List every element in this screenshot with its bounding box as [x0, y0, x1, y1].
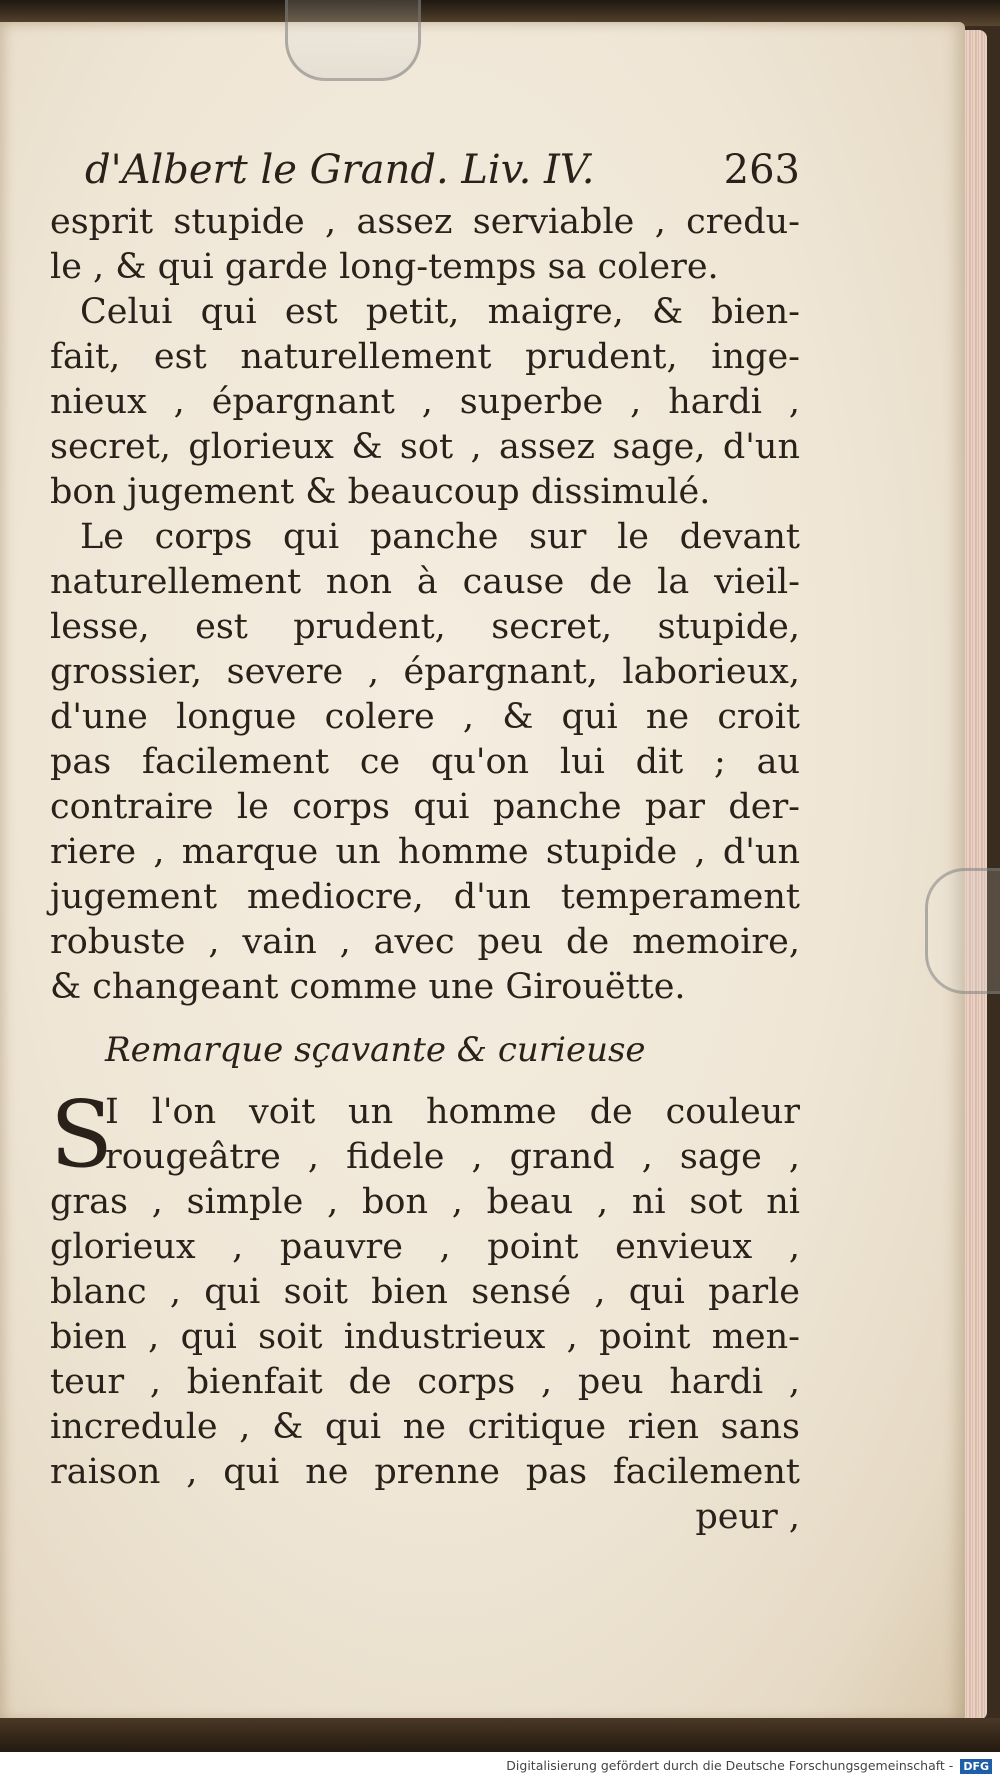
text-line: rougeâtre , fidele , grand , sage ,	[105, 1137, 800, 1177]
text-line: jugement mediocre, d'un temperament	[50, 877, 800, 917]
text-line: teur , bienfait de corps , peu hardi ,	[50, 1362, 800, 1402]
text-line: le , & qui garde long-temps sa colere.	[50, 247, 719, 287]
text-line: fait, est naturellement prudent, inge-	[50, 337, 800, 377]
running-head-title: d'Albert le Grand. Liv. IV.	[85, 147, 595, 193]
paragraph-3	[50, 515, 800, 1010]
paragraph-2	[50, 290, 800, 515]
dfg-logo-icon: DFG	[960, 1759, 992, 1774]
text-line: Le corps qui panche sur le devant	[80, 517, 800, 557]
text-line: bon jugement & beaucoup dissimulé.	[50, 472, 711, 512]
right-clip	[925, 868, 1000, 994]
text-line: raison , qui ne prenne pas facilement	[50, 1452, 800, 1492]
text-line: gras , simple , bon , beau , ni sot ni	[50, 1182, 800, 1222]
text-line: riere , marque un homme stupide , d'un	[50, 832, 800, 872]
running-head	[50, 140, 800, 200]
drop-cap: S	[50, 1081, 114, 1188]
digitization-footer	[0, 1752, 1000, 1782]
text-line: Celui qui est petit, maigre, & bien-	[80, 292, 800, 332]
text-line: nieux , épargnant , superbe , hardi ,	[50, 382, 800, 422]
top-clip	[285, 0, 421, 81]
text-line: I l'on voit un homme de couleur	[105, 1092, 800, 1132]
paragraph-4	[50, 1081, 800, 1495]
section-heading: Remarque sçavante & curieuse	[105, 1030, 646, 1070]
book-bottom-edge	[0, 1718, 1000, 1752]
text-line: glorieux , pauvre , point envieux ,	[50, 1227, 800, 1267]
text-line: naturellement non à cause de la vieil-	[50, 562, 800, 602]
text-line: esprit stupide , assez serviable , credu-	[50, 202, 800, 242]
text-line: pas facilement ce qu'on lui dit ; au	[50, 742, 800, 782]
text-line: contraire le corps qui panche par der-	[50, 787, 800, 827]
text-line: secret, glorieux & sot , assez sage, d'un	[50, 427, 800, 467]
text-line: incredule , & qui ne critique rien sans	[50, 1407, 800, 1447]
paragraph-1	[50, 200, 800, 290]
page-number: 263	[723, 147, 800, 193]
funding-credit: Digitalisierung gefördert durch die Deutsche Forschungsgemeinschaft -	[506, 1758, 954, 1773]
text-line: d'une longue colere , & qui ne croit	[50, 697, 800, 737]
text-line: & changeant comme une Girouëtte.	[50, 967, 686, 1007]
printed-text	[50, 140, 800, 1540]
footer-credit-line	[506, 1758, 992, 1774]
text-line: grossier, severe , épargnant, laborieux,	[50, 652, 800, 692]
text-line: bien , qui soit industrieux , point men-	[50, 1317, 800, 1357]
text-line: robuste , vain , avec peu de memoire,	[50, 922, 800, 962]
catchword: peur ,	[695, 1497, 800, 1537]
text-line: blanc , qui soit bien sensé , qui parle	[50, 1272, 800, 1312]
text-line: lesse, est prudent, secret, stupide,	[50, 607, 800, 647]
